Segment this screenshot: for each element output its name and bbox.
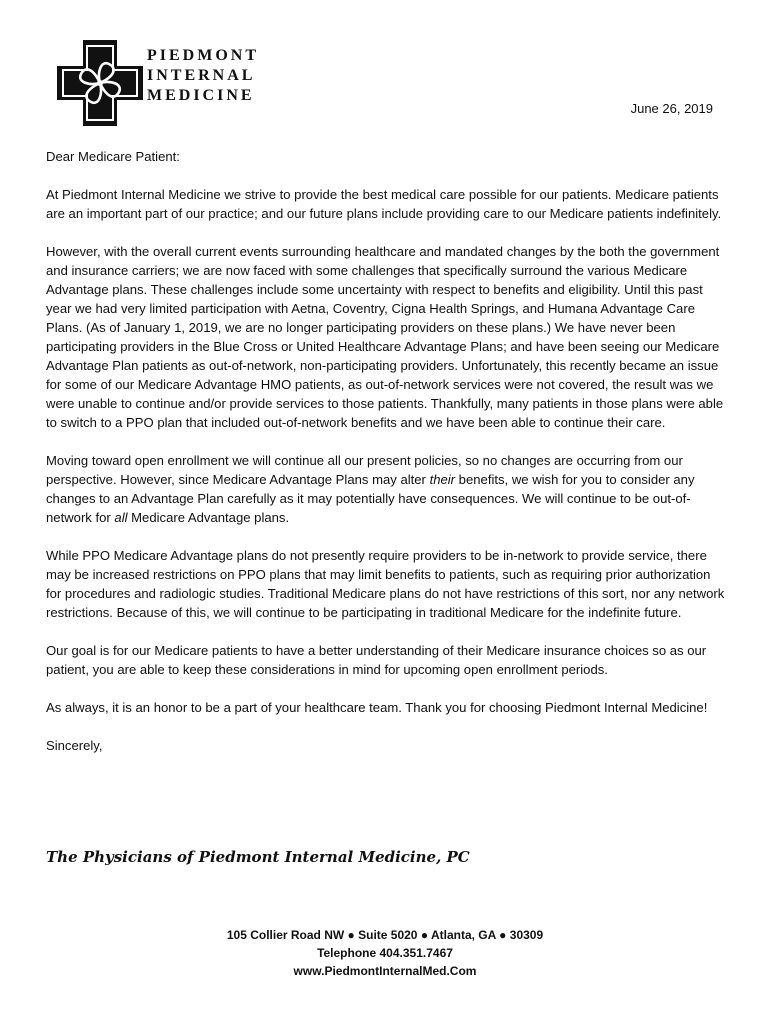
- signature: The Physicians of Piedmont Internal Medicine, PC: [46, 848, 470, 866]
- practice-logo: [55, 38, 287, 128]
- emphasis-all: all: [114, 510, 128, 525]
- paragraph-open-enrollment-part-3: Medicare Advantage plans.: [127, 510, 290, 525]
- logo-line-internal: INTERNAL: [147, 67, 256, 84]
- paragraph-open-enrollment: [46, 451, 728, 527]
- letter-body: [46, 147, 728, 774]
- letterhead-footer: [0, 926, 770, 980]
- logo-line-medicine: MEDICINE: [147, 87, 255, 104]
- footer-telephone: Telephone 404.351.7467: [317, 946, 453, 960]
- paragraph-thanks: As always, it is an honor to be a part of your healthcare team. Thank you for choosing Piedmont Internal Medicine!: [46, 700, 708, 715]
- paragraph-open-enrollment-part-1: Moving toward open enrollment we will continue all our present policies, so no changes are occurring from our perspective. However, since Medicare Advantage Plans may alter: [46, 453, 683, 487]
- medical-cross-logo-icon: [55, 38, 145, 128]
- footer-address: 105 Collier Road NW ● Suite 5020 ● Atlanta, GA ● 30309: [226, 928, 544, 942]
- logo-line-piedmont: PIEDMONT: [147, 47, 259, 64]
- paragraph-open-enrollment-part-2: benefits, we wish for you to consider any changes to an Advantage Plan carefully as it may potentially have consequences. We will continue to be out-of-network for: [46, 472, 695, 525]
- salutation: Dear Medicare Patient:: [46, 149, 180, 164]
- paragraph-intro: At Piedmont Internal Medicine we strive to provide the best medical care possible for our patients. Medicare patients are an important part of our practice; and our future plans include providing care to our Medicare patients indefinitely.: [46, 187, 722, 221]
- logo-wordmark: [147, 46, 287, 106]
- paragraph-goal: Our goal is for our Medicare patients to have a better understanding of their Medicare insurance choices so as our patient, you are able to keep these considerations in mind for upcoming open enrollment periods.: [46, 643, 707, 677]
- paragraph-ppo-plans: While PPO Medicare Advantage plans do not presently require providers to be in-network to provide service, there may be increased restrictions on PPO plans that may limit benefits to patients, such as requiring prior authorization for procedures and radiologic studies. Traditional Medicare plans do not have restrictions of this sort, nor any network restrictions. Because of this, we will continue to be participating in traditional Medicare for the indefinite future.: [46, 548, 725, 620]
- letter-date: June 26, 2019: [630, 101, 713, 116]
- emphasis-their: their: [429, 472, 456, 487]
- paragraph-challenges: However, with the overall current events surrounding healthcare and mandated changes by the both the government and insurance carriers; we are now faced with some challenges that specifically surround the various Medicare Advantage plans. These challenges include some uncertainty with respect to benefits and eligibility. Until this past year we had very limited participation with Aetna, Coventry, Cigna Health Springs, and Humana Advantage Care Plans. (As of January 1, 2019, we are no longer participating providers on these plans.) We have never been participating providers in the Blue Cross or United Healthcare Advantage Plans; and have been seeing our Medicare Advantage Plan patients as out-of-network, non-participating providers. Unfortunately, this recently became an issue for some of our Medicare Advantage HMO patients, as out-of-network services were not covered, the result was we were unable to continue and/or provide services to those patients. Thankfully, many patients in those plans were able to switch to a PPO plan that included out-of-network benefits and we have been able to continue their care.: [46, 244, 724, 430]
- footer-website-link[interactable]: www.PiedmontInternalMed.Com: [293, 964, 477, 978]
- closing: Sincerely,: [46, 738, 103, 753]
